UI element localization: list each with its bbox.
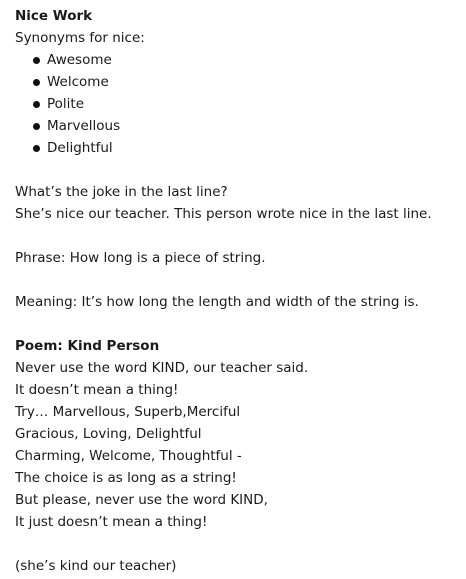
poem-line: But please, never use the word KIND, (15, 492, 268, 508)
section-title: Nice Work (15, 8, 93, 24)
list-item (15, 49, 451, 71)
poem-line: It just doesn’t mean a thing! (15, 514, 208, 530)
poem-line: Never use the word KIND, our teacher said. (15, 360, 309, 376)
poem-line: Gracious, Loving, Delightful (15, 426, 202, 442)
synonyms-list (15, 49, 451, 159)
spacer (15, 533, 451, 555)
spacer (15, 269, 451, 291)
poem-line: It doesn’t mean a thing! (15, 382, 179, 398)
poem-line: Try… Marvellous, Superb,Merciful (15, 404, 241, 420)
spacer (15, 225, 451, 247)
bullet-icon (33, 101, 40, 108)
spacer (15, 313, 451, 335)
joke-answer: She’s nice our teacher. This person wrote nice in the last line. (15, 206, 432, 222)
bullet-icon (33, 145, 40, 152)
synonym-text: Welcome (47, 74, 109, 90)
poem-footer: (she’s kind our teacher) (15, 558, 177, 574)
poem-line: Charming, Welcome, Thoughtful - (15, 448, 242, 464)
spacer (15, 159, 451, 181)
list-item (15, 137, 451, 159)
synonym-text: Delightful (47, 140, 113, 156)
bullet-icon (33, 79, 40, 86)
poem-line: The choice is as long as a string! (15, 470, 237, 486)
synonym-text: Awesome (47, 52, 112, 68)
list-item (15, 115, 451, 137)
poem-title: Poem: Kind Person (15, 338, 160, 354)
synonyms-intro: Synonyms for nice: (15, 30, 145, 46)
list-item (15, 93, 451, 115)
joke-question: What’s the joke in the last line? (15, 184, 228, 200)
bullet-icon (33, 57, 40, 64)
synonym-text: Polite (47, 96, 85, 112)
phrase-text: Phrase: How long is a piece of string. (15, 250, 266, 266)
list-item (15, 71, 451, 93)
phrase-meaning: Meaning: It’s how long the length and width of the string is. (15, 294, 419, 310)
bullet-icon (33, 123, 40, 130)
synonym-text: Marvellous (47, 118, 121, 134)
